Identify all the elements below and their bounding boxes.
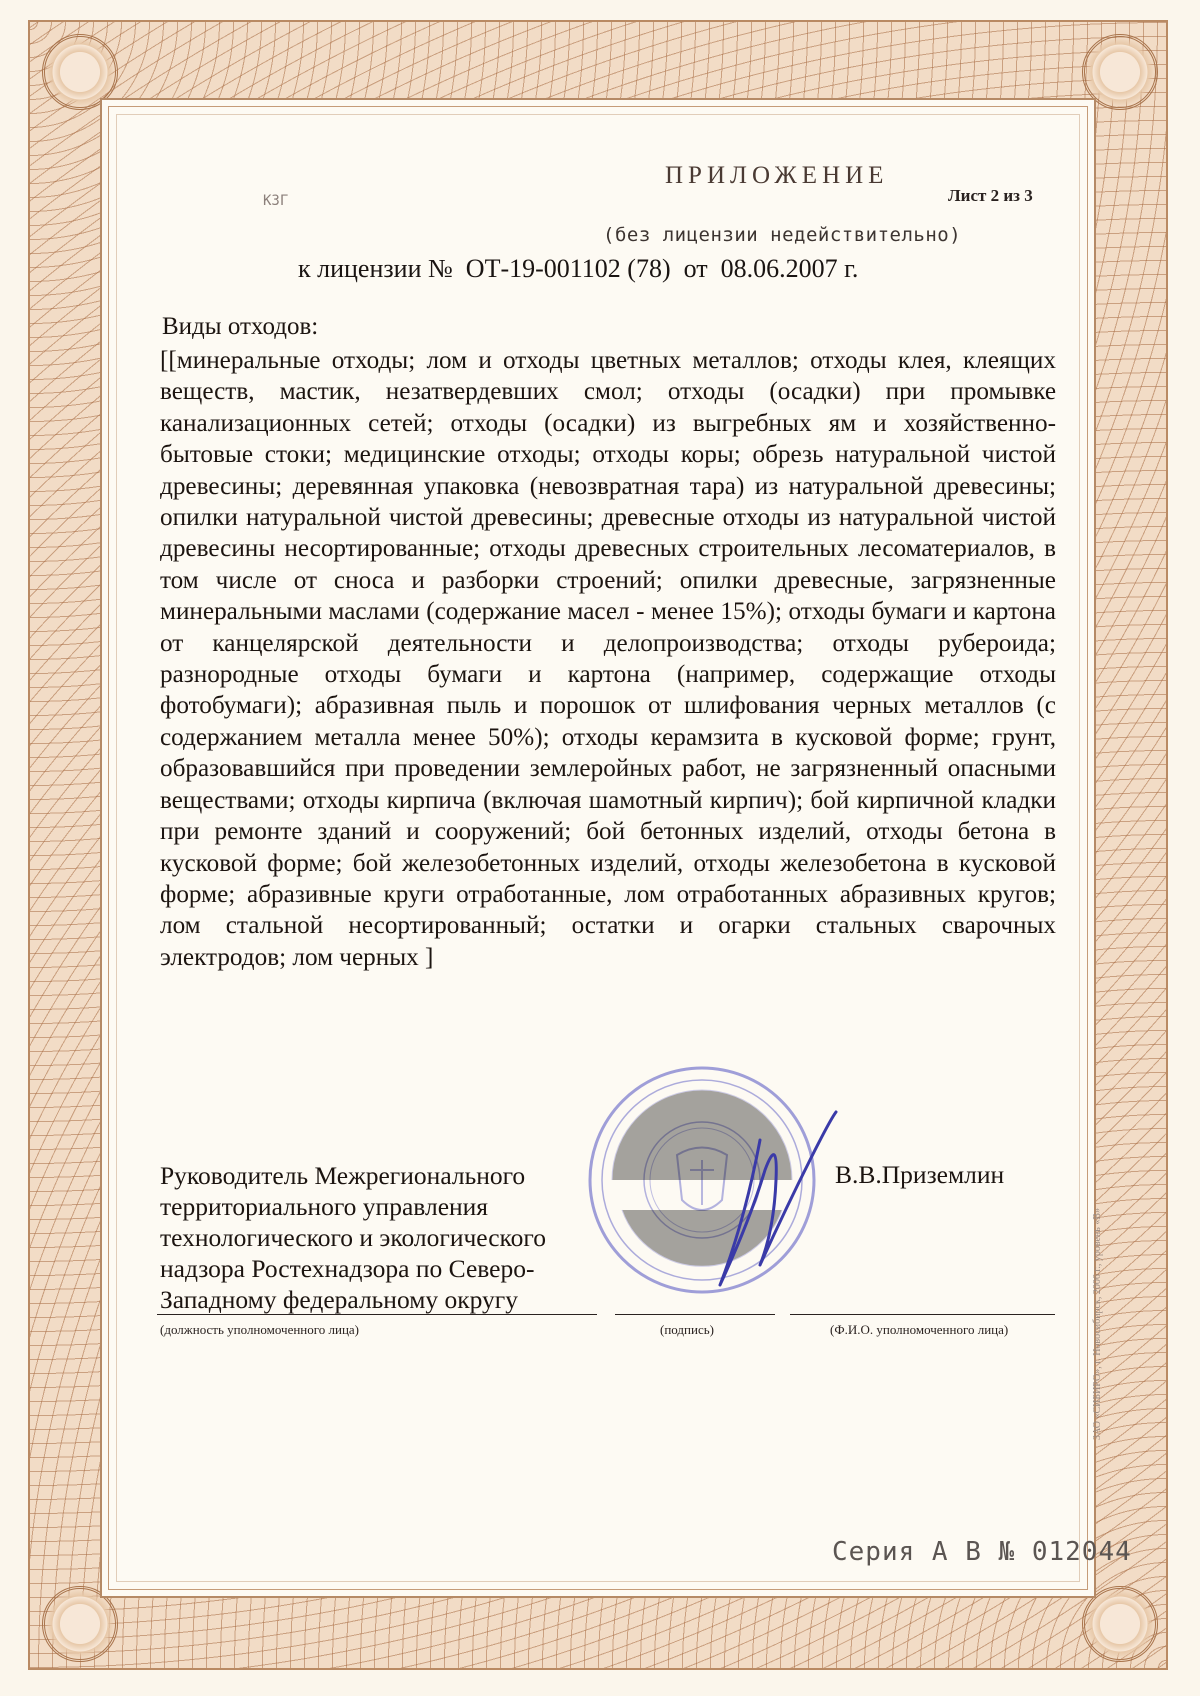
name-caption: (Ф.И.О. уполномоченного лица): [830, 1322, 1009, 1337]
handwritten-signature: [690, 1100, 840, 1300]
signature-line: [615, 1314, 775, 1315]
position-caption: (должность уполномоченного лица): [160, 1322, 360, 1337]
signature-caption: (подпись): [660, 1322, 714, 1337]
validity-note: (без лицензии недействительно): [603, 224, 962, 246]
serial-number: Серия А В № 012044: [832, 1537, 1132, 1567]
signatory-position: Руководитель Межрегионального территориального управления технологического и экологического надзора Ростехнадзора по Северо-Западному федеральному округу: [160, 1161, 546, 1314]
page-title: ПРИЛОЖЕНИЕ: [665, 162, 889, 189]
small-mark: КЗГ: [263, 193, 289, 209]
license-line: к лицензии № ОТ-19-001102 (78) от 08.06.2007 г.: [298, 254, 859, 283]
signatory-name: В.В.Приземлин: [835, 1160, 1005, 1189]
waste-types-text: [[минеральные отходы; лом и отходы цветных металлов; отходы клея, клеящих веществ, мастик, незатвердевших смол; отходы (осадки) при промывке канализационных сетей; отходы (осадки) из выгребных ям и хозяйственно-бытовые стоки; медицинские отходы; отходы коры; обрезь натуральной чистой древесины; деревянная упаковка (невозвратная тара) из натуральной древесины; опилки натуральной чистой древесины; древесные отходы из натуральной чистой древесины несортированные; отходы древесных строительных лесоматериалов, в том числе от сноса и разборки строений; опилки древесные, загрязненные минеральными маслами (содержание масел - менее 15%); отходы бумаги и картона от канцелярской деятельности и делопроизводства; отходы рубероида; разнородные отходы бумаги и картона (например, содержащие отходы фотобумаги); абразивная пыль и порошок от шлифования черных металлов (с содержанием металла менее 50%); отходы керамзита в кусковой форме; грунт, образовавшийся при проведении землеройных работ, не загрязненный опасными веществами; отходы кирпича (включая шамотный кирпич); бой кирпичной кладки при ремонте зданий и сооружений; бой бетонных изделий, отходы бетона в кусковой форме; бой железобетонных изделий, отходы железобетона в кусковой форме; абразивные круги отработанные, лом отработанных абразивных кругов; лом стальной несортированный; остатки и огарки стальных сварочных электродов; лом черных ]: [160, 347, 1056, 971]
waste-types-label: Виды отходов:: [162, 313, 319, 340]
position-line: [157, 1314, 597, 1315]
sheet-number: Лист 2 из 3: [948, 186, 1033, 205]
name-line: [790, 1314, 1055, 1315]
printer-imprint: ЗАО «СИБИРО», г. Новосибирск, 2006 г., уровень «В»: [1092, 1208, 1103, 1440]
